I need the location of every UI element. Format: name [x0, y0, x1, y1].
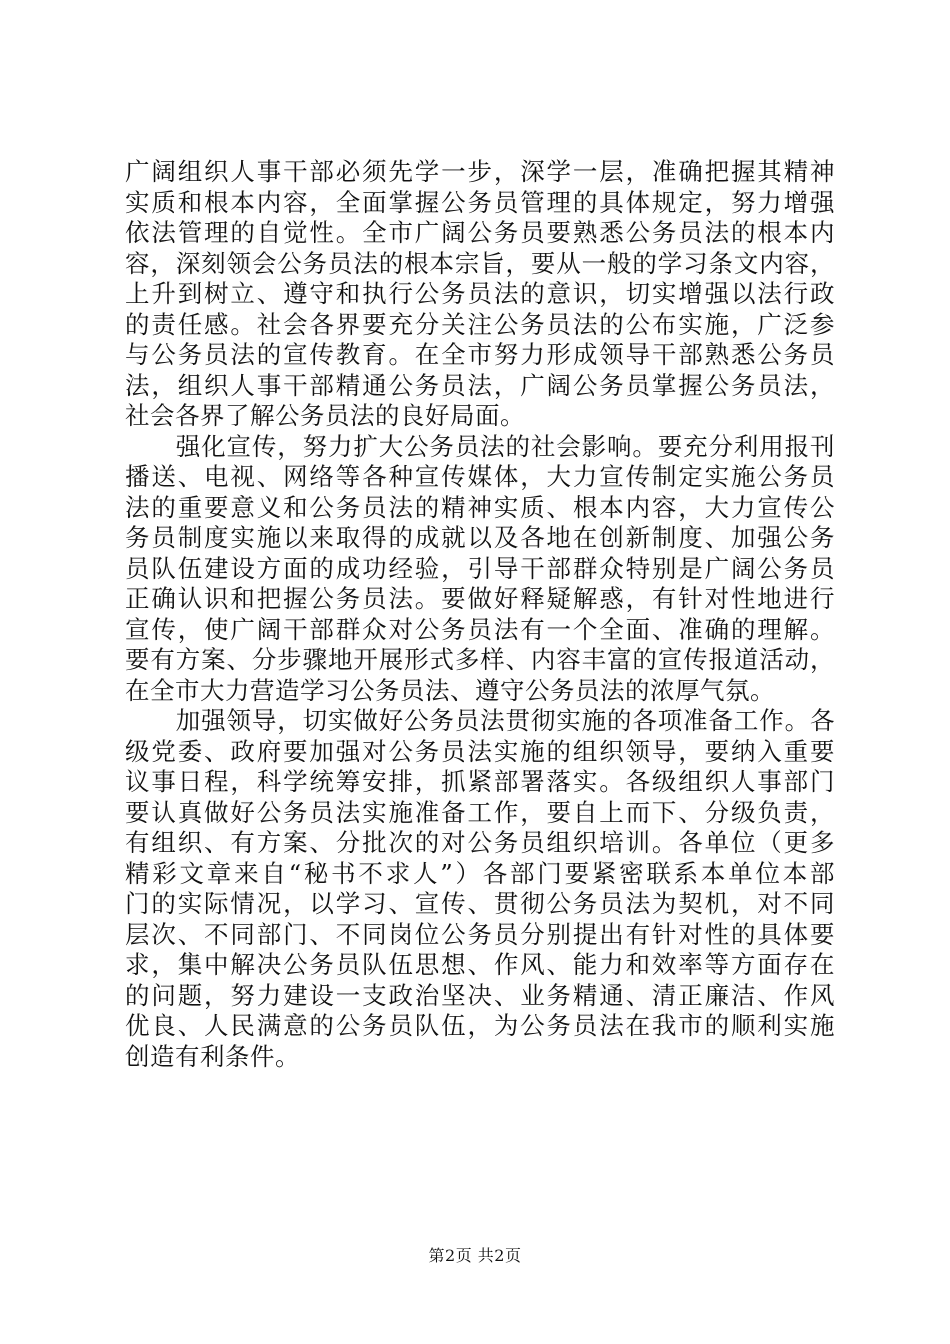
- text-line: 法，组织人事干部精通公务员法，广阔公务员掌握公务员法，: [125, 370, 835, 400]
- text-line: 的问题，努力建设一支政治坚决、业务精通、清正廉洁、作风: [125, 980, 835, 1010]
- text-line: 容，深刻领会公务员法的根本宗旨，要从一般的学习条文内容，: [125, 248, 835, 278]
- text-line: 广阔组织人事干部必须先学一步，深学一层，准确把握其精神: [125, 157, 835, 186]
- text-line: 务员制度实施以来取得的成就以及各地在创新制度、加强公务: [125, 523, 835, 552]
- text-line: 加强领导，切实做好公务员法贯彻实施的各项准备工作。各: [125, 706, 835, 735]
- text-line: 播送、电视、网络等各种宣传媒体，大力宣传制定实施公务员: [125, 462, 835, 491]
- text-line: 层次、不同部门、不同岗位公务员分别提出有针对性的具体要: [125, 919, 835, 949]
- text-line: 宣传，使广阔干部群众对公务员法有一个全面、准确的理解。: [125, 614, 835, 644]
- text-line: 社会各界了解公务员法的良好局面。: [125, 401, 525, 430]
- page-footer: [0, 1243, 950, 1266]
- text-line: 要有方案、分步骤地开展形式多样、内容丰富的宣传报道活动，: [125, 645, 835, 674]
- text-line: 有组织、有方案、分批次的对公务员组织培训。各单位（更多: [125, 828, 835, 857]
- text-line: 正确认识和把握公务员法。要做好释疑解惑，有针对性地进行: [125, 584, 835, 613]
- text-line: 优良、人民满意的公务员队伍，为公务员法在我市的顺利实施: [125, 1011, 835, 1040]
- page-number-label: 第2页 共2页: [428, 1246, 522, 1265]
- text-line: 门的实际情况，以学习、宣传、贯彻公务员法为契机，对不同: [125, 889, 835, 918]
- text-line: 创造有利条件。: [125, 1041, 300, 1071]
- text-line: 精彩文章来自“秘书不求人”）各部门要紧密联系本单位本部: [125, 858, 835, 888]
- text-line: 强化宣传，努力扩大公务员法的社会影响。要充分利用报刊: [125, 431, 835, 461]
- text-line: 要认真做好公务员法实施准备工作，要自上而下、分级负责，: [125, 797, 835, 827]
- text-line: 依法管理的自觉性。全市广阔公务员要熟悉公务员法的根本内: [125, 218, 835, 247]
- text-line: 求，集中解决公务员队伍思想、作风、能力和效率等方面存在: [125, 950, 835, 979]
- text-line: 级党委、政府要加强对公务员法实施的组织领导，要纳入重要: [125, 736, 835, 766]
- text-line: 实质和根本内容，全面掌握公务员管理的具体规定，努力增强: [125, 187, 835, 217]
- text-line: 在全市大力营造学习公务员法、遵守公务员法的浓厚气氛。: [125, 675, 775, 705]
- text-line: 的责任感。社会各界要充分关注公务员法的公布实施，广泛参: [125, 309, 835, 339]
- text-line: 与公务员法的宣传教育。在全市努力形成领导干部熟悉公务员: [125, 340, 835, 369]
- text-line: 上升到树立、遵守和执行公务员法的意识，切实增强以法行政: [125, 279, 835, 308]
- text-line: 议事日程，科学统筹安排，抓紧部署落实。各级组织人事部门: [125, 767, 835, 796]
- text-line: 法的重要意义和公务员法的精神实质、根本内容，大力宣传公: [125, 492, 835, 522]
- text-line: 员队伍建设方面的成功经验，引导干部群众特别是广阔公务员: [125, 553, 835, 583]
- body-text: [125, 157, 835, 1072]
